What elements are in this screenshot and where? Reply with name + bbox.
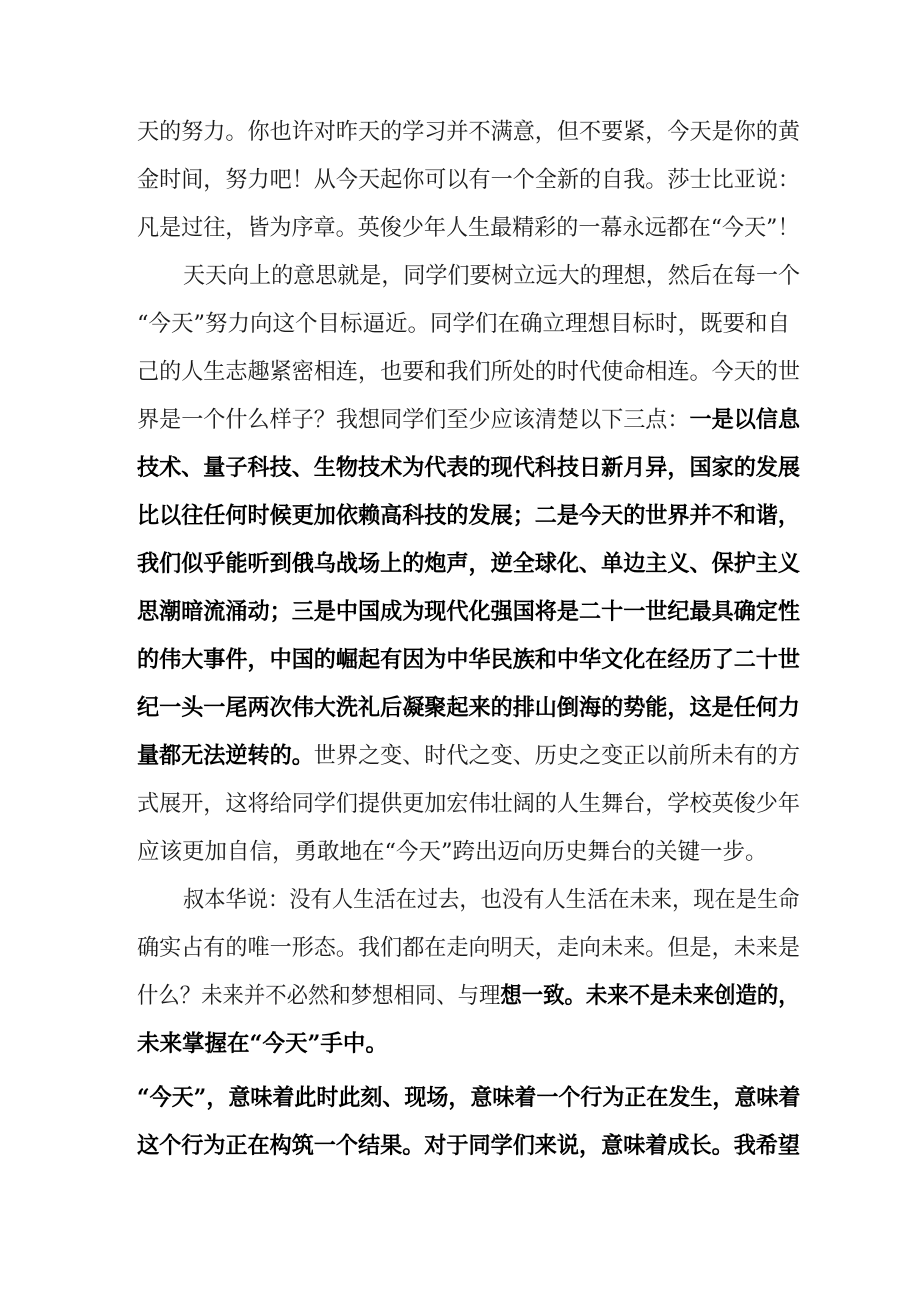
- text-segment: 界是一个什么样子？我想同学们至少应该清楚以下三点：: [137, 407, 690, 433]
- text-line-10: [137, 544, 800, 584]
- text-line-21: [137, 1078, 800, 1118]
- bold-segment: 技术、量子科技、生物技术为代表的现代科技日新月异，国家的发展: [137, 455, 801, 481]
- text-segment: 己的人生志趣紧密相连，也要和我们所处的时代使命相连。今天的世: [137, 359, 801, 385]
- text-line-6: [137, 352, 800, 392]
- text-line-12: [137, 640, 800, 680]
- text-line-9: [137, 496, 800, 536]
- text-line-19: [137, 976, 800, 1016]
- text-line-15: [137, 784, 800, 824]
- text-line-2: [137, 160, 800, 200]
- text-line-17: [183, 880, 800, 920]
- text-segment: 天天向上的意思就是，同学们要树立远大的理想，然后在每一个: [183, 263, 801, 289]
- bold-segment: 纪一头一尾两次伟大洗礼后凝聚起来的排山倒海的势能，这是任何力: [137, 695, 801, 721]
- text-line-11: [137, 592, 800, 632]
- text-line-3: [137, 208, 800, 248]
- bold-segment: 一是以信息: [689, 407, 801, 433]
- text-segment: 金时间，努力吧！从今天起你可以有一个全新的自我。莎士比亚说：: [137, 167, 801, 193]
- text-line-22: [137, 1126, 800, 1166]
- text-line-14: [137, 736, 800, 776]
- text-line-16: [137, 832, 768, 872]
- bold-segment: 我们似乎能听到俄乌战场上的炮声，逆全球化、单边主义、保护主义: [137, 551, 801, 577]
- text-segment: 叔本华说：没有人生活在过去，也没有人生活在未来，现在是生命: [183, 887, 800, 913]
- text-line-20: [137, 1024, 388, 1064]
- text-line-7: [137, 400, 800, 440]
- text-segment: 式展开，这将给同学们提供更加宏伟壮阔的人生舞台，学校英俊少年: [137, 791, 801, 817]
- text-line-4: [183, 256, 800, 296]
- text-line-5: [137, 304, 790, 344]
- bold-segment: 比以往任何时候更加依赖高科技的发展；二是今天的世界并不和谐，: [137, 503, 801, 529]
- text-line-8: [137, 448, 800, 488]
- text-segment: 凡是过往，皆为序章。英俊少年人生最精彩的一幕永远都在“今天”！: [137, 215, 800, 241]
- text-line-13: [137, 688, 800, 728]
- bold-segment: “今天”，意味着此时此刻、现场，意味着一个行为正在发生，意味着: [137, 1085, 801, 1111]
- text-line-18: [137, 928, 800, 968]
- text-segment: 世界之变、时代之变、历史之变正以前所未有的方: [313, 743, 801, 769]
- text-segment: 确实占有的唯一形态。我们都在走向明天，走向未来。但是，未来是: [137, 935, 801, 961]
- bold-segment: 这个行为正在构筑一个结果。对于同学们来说，意味着成长。我希望: [137, 1133, 801, 1159]
- text-segment: 天的努力。你也许对昨天的学习并不满意，但不要紧，今天是你的黄: [137, 119, 801, 145]
- bold-segment: 想一致。未来不是未来创造的，: [500, 983, 800, 1009]
- bold-segment: 的伟大事件，中国的崛起有因为中华民族和中华文化在经历了二十世: [137, 647, 801, 673]
- text-line-1: [137, 112, 800, 152]
- text-segment: 什么？未来并不必然和梦想相同、与理: [137, 983, 501, 1009]
- bold-segment: 思潮暗流涌动；三是中国成为现代化强国将是二十一世纪最具确定性: [137, 599, 801, 625]
- bold-segment: 量都无法逆转的。: [137, 743, 314, 769]
- bold-segment: 未来掌握在“今天”手中。: [137, 1031, 388, 1057]
- text-segment: 应该更加自信，勇敢地在“今天”跨出迈向历史舞台的关键一步。: [137, 839, 768, 865]
- text-segment: “今天”努力向这个目标逼近。同学们在确立理想目标时，既要和自: [137, 311, 791, 337]
